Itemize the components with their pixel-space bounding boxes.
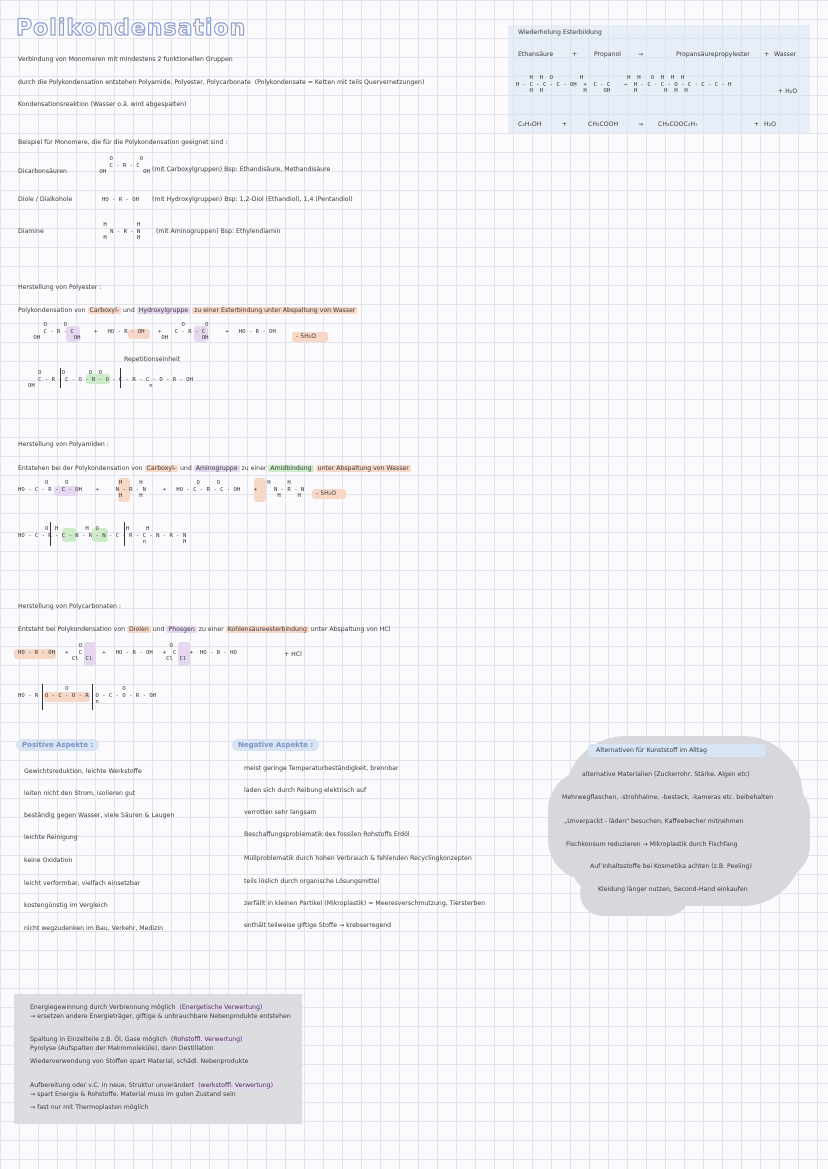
ester-r1-0: Ethansäure [518,51,554,58]
alternative-item: Auf Inhaltsstoffe bei Kosmetika achten (z.B. Peeling) [590,863,752,870]
polycarbonate-line: Entsteht bei Polykondensation von Diolen und Phosgen zu einer Kohlensäureesterbindung unter Abspaltung von HCl [18,626,391,633]
positive-item: kostengünstig im Vergleich [24,902,108,909]
ester-r2-5: + [754,121,760,128]
ester-box [508,25,810,133]
polyamide-reactants: O O H H O O H H HO - C - R - C - OH + N - R - N + HO - C - R - C - OH + N - R - N H H H H [18,480,305,499]
ester-r1-5: + [764,51,770,58]
recycling-item: → ersetzen andere Energieträger, giftige & unbrauchbare Nebenprodukte entstehen [30,1013,291,1020]
polycarbonate-heading: Herstellung von Polycarbonaten : [18,603,122,610]
intro-line-2: durch die Polykondensation entstehen Polyamide, Polyester, Polycarbonate (Polykondensate = Ketten mit teils Quervernetzungen) [18,79,425,86]
positive-item: beständig gegen Wasser, viele Säuren & Laugen [24,812,175,819]
monomer-name-1: Diole / Dialkohole [18,196,73,203]
recycling-item: Energiegewinnung durch Verbrennung möglich (Energetische Verwertung) [30,1004,263,1011]
monomer-desc-1: (mit Hydroxylgruppen) Bsp: 1,2-Diol (Ethandiol), 1,4 (Pentandiol) [152,196,353,203]
recycling-item: → spart Energie & Rohstoffe, Material muss im guten Zustand sein [30,1091,236,1098]
negative-item: verrotten sehr langsam [244,809,317,816]
positive-item: leiten nicht den Strom, isolieren gut [24,790,136,797]
ester-r2-6: H₂O [764,121,777,128]
alternative-item: Fischkonsum reduzieren → Mikroplastik durch Fischfang [566,841,738,848]
ester-structure: H H O H H H O H H H H - C - C - C - OH + C - C → H - C - C - O - C - C - C - H H H H OH H H H H [516,75,732,94]
monomer-name-2: Diamine [18,228,44,235]
positive-item: nicht wegzudenken im Bau, Verkehr, Medizin [24,925,163,932]
negative-label: Negative Aspekte : [232,739,319,751]
polycarb-reactants: O O HO - R - OH + C + HO - R - OH + C + HO - R - HO Cl Cl Cl Cl [18,643,237,662]
alternative-item: Mehrwegflaschen, -strohhalme, -besteck, -kameras etc. beibehalten [562,794,774,801]
recycling-item: Wiederverwendung von Stoffen spart Material, schädl. Nebenprodukte [30,1058,249,1065]
polyester-reactants: O O O O C - R - C + HO - R - OH + C - R - C + HO - R - OH OH OH OH OH [33,322,276,341]
diol-structure: HO - R - OH [102,197,140,203]
alt-title: Alternativen für Kunststoff im Alltag [596,747,707,754]
positive-label: Positive Aspekte : [16,739,99,751]
polyester-rep: Repetitionseinheit [124,356,181,363]
polyester-line: Polykondensation von Carboxyl- und Hydroxylgruppe zu einer Esterbindung unter Abspaltung von Wasser [18,307,356,314]
ester-r1-1: + [572,51,578,58]
alternative-item: „Unverpackt - läden" besuchen, Kaffeebecher mitnehmen [564,818,744,825]
negative-item: Beschaffungsproblematik des fossilen Rohstoffs Erdöl [244,831,410,838]
ester-h2o: + H₂O [778,88,798,95]
alternative-item: alternative Materialien (Zuckerrohr, Stärke, Algen etc) [582,771,750,778]
polyester-byproduct: - 5H₂O [296,333,317,340]
ester-r2-0: C₂H₅OH [518,121,542,128]
negative-item: enthält teilweise giftige Stoffe → krebserregend [244,922,392,929]
recycling-item: → fast nur mit Thermoplasten möglich [30,1104,149,1111]
recycling-box [14,994,302,1124]
positive-item: keine Oxidation [24,857,73,864]
ester-r2-1: + [562,121,568,128]
ester-r2-2: CH₃COOH [588,121,619,128]
positive-item: leicht verformbar, vielfach einsetzbar [24,880,141,887]
ester-r1-6: Wasser [774,51,797,58]
negative-item: Müllproblematik durch hohen Verbrauch & fehlenden Recyclingkonzepten [244,855,472,862]
page-title: Polikondensation [16,16,247,41]
alternative-item: Kleidung länger nutzen, Second-Hand einkaufen [598,886,748,893]
recycling-item: Pyrolyse (Aufspalten der Makromoleküle), dann Destillation [30,1045,214,1052]
polyamide-heading: Herstellung von Polyamiden : [18,441,109,448]
ester-r1-3: → [638,51,644,58]
polycarb-product: O O HO - R O - C - O - R O - C - O - R - OH n [18,686,157,705]
ester-r2-4: CH₃COOC₃H₇ [658,121,698,128]
recycling-item: Spaltung in Einzelteile z.B. Öl, Gase möglich (Rohstoffl. Verwertung) [30,1036,243,1043]
polyamide-product: O H H O H H HO - C - R - C - N - R - N - C - R - C - N - R - N n H [18,526,187,545]
negative-item: laden sich durch Reibung elektrisch auf [244,787,367,794]
monomers-heading: Beispiel für Monomere, die für die Polykondensation geeignet sind : [18,139,228,146]
ester-r1-2: Propanol [594,51,621,58]
negative-item: meist geringe Temperaturbeständigkeit, brennbar [244,765,399,772]
positive-item: Gewichtsreduktion, leichte Werkstoffe [24,768,142,775]
intro-line-1: Verbindung von Monomeren mit mindestens 2 funktionellen Gruppen [18,56,233,63]
ester-r1-4: Propansäurepropylester [676,51,750,58]
recycling-item: Aufbereitung oder v.C. in neue, Struktur unverändert (werkstoffl. Verwertung) [30,1082,273,1089]
negative-item: teils löslich durch organische Lösungsmittel [244,878,380,885]
monomer-desc-2: (mit Aminogruppen) Bsp: Ethylendiamin [156,228,281,235]
negative-item: zerfällt in kleinen Partikel (Mikroplastik) = Meeresverschmutzung, Tiersterben [244,900,486,907]
polyester-product: O O O O C - R - C - O - R - O - C - R - C - O - R - OH OH n [28,370,194,389]
monomer-desc-0: (mit Carboxylgruppen) Bsp: Ethandisäure, Methandisäure [152,166,331,173]
polyester-heading: Herstellung von Polyester : [18,284,102,291]
ester-r2-3: → [638,121,644,128]
positive-item: leichte Reinigung [24,834,78,841]
polycarb-byproduct: + HCl [284,651,302,658]
diamine-structure: H H N - R - N H H [103,222,141,241]
intro-line-3: Kondensationsreaktion (Wasser o.ä. wird abgespalten) [18,101,187,108]
dicarbon-structure: O O C - R - C OH OH [99,156,150,175]
polyamide-line: Entstehen bei der Polykondensation von Carboxyl- und Aminogruppe zu einer Amidbindung unter Abspaltung von Wasser [18,465,409,472]
polyamide-byproduct: - 5H₂O [316,490,337,497]
ester-title: Wiederholung Esterbildung [518,29,602,36]
monomer-name-0: Dicarbonsäuren [18,168,67,175]
